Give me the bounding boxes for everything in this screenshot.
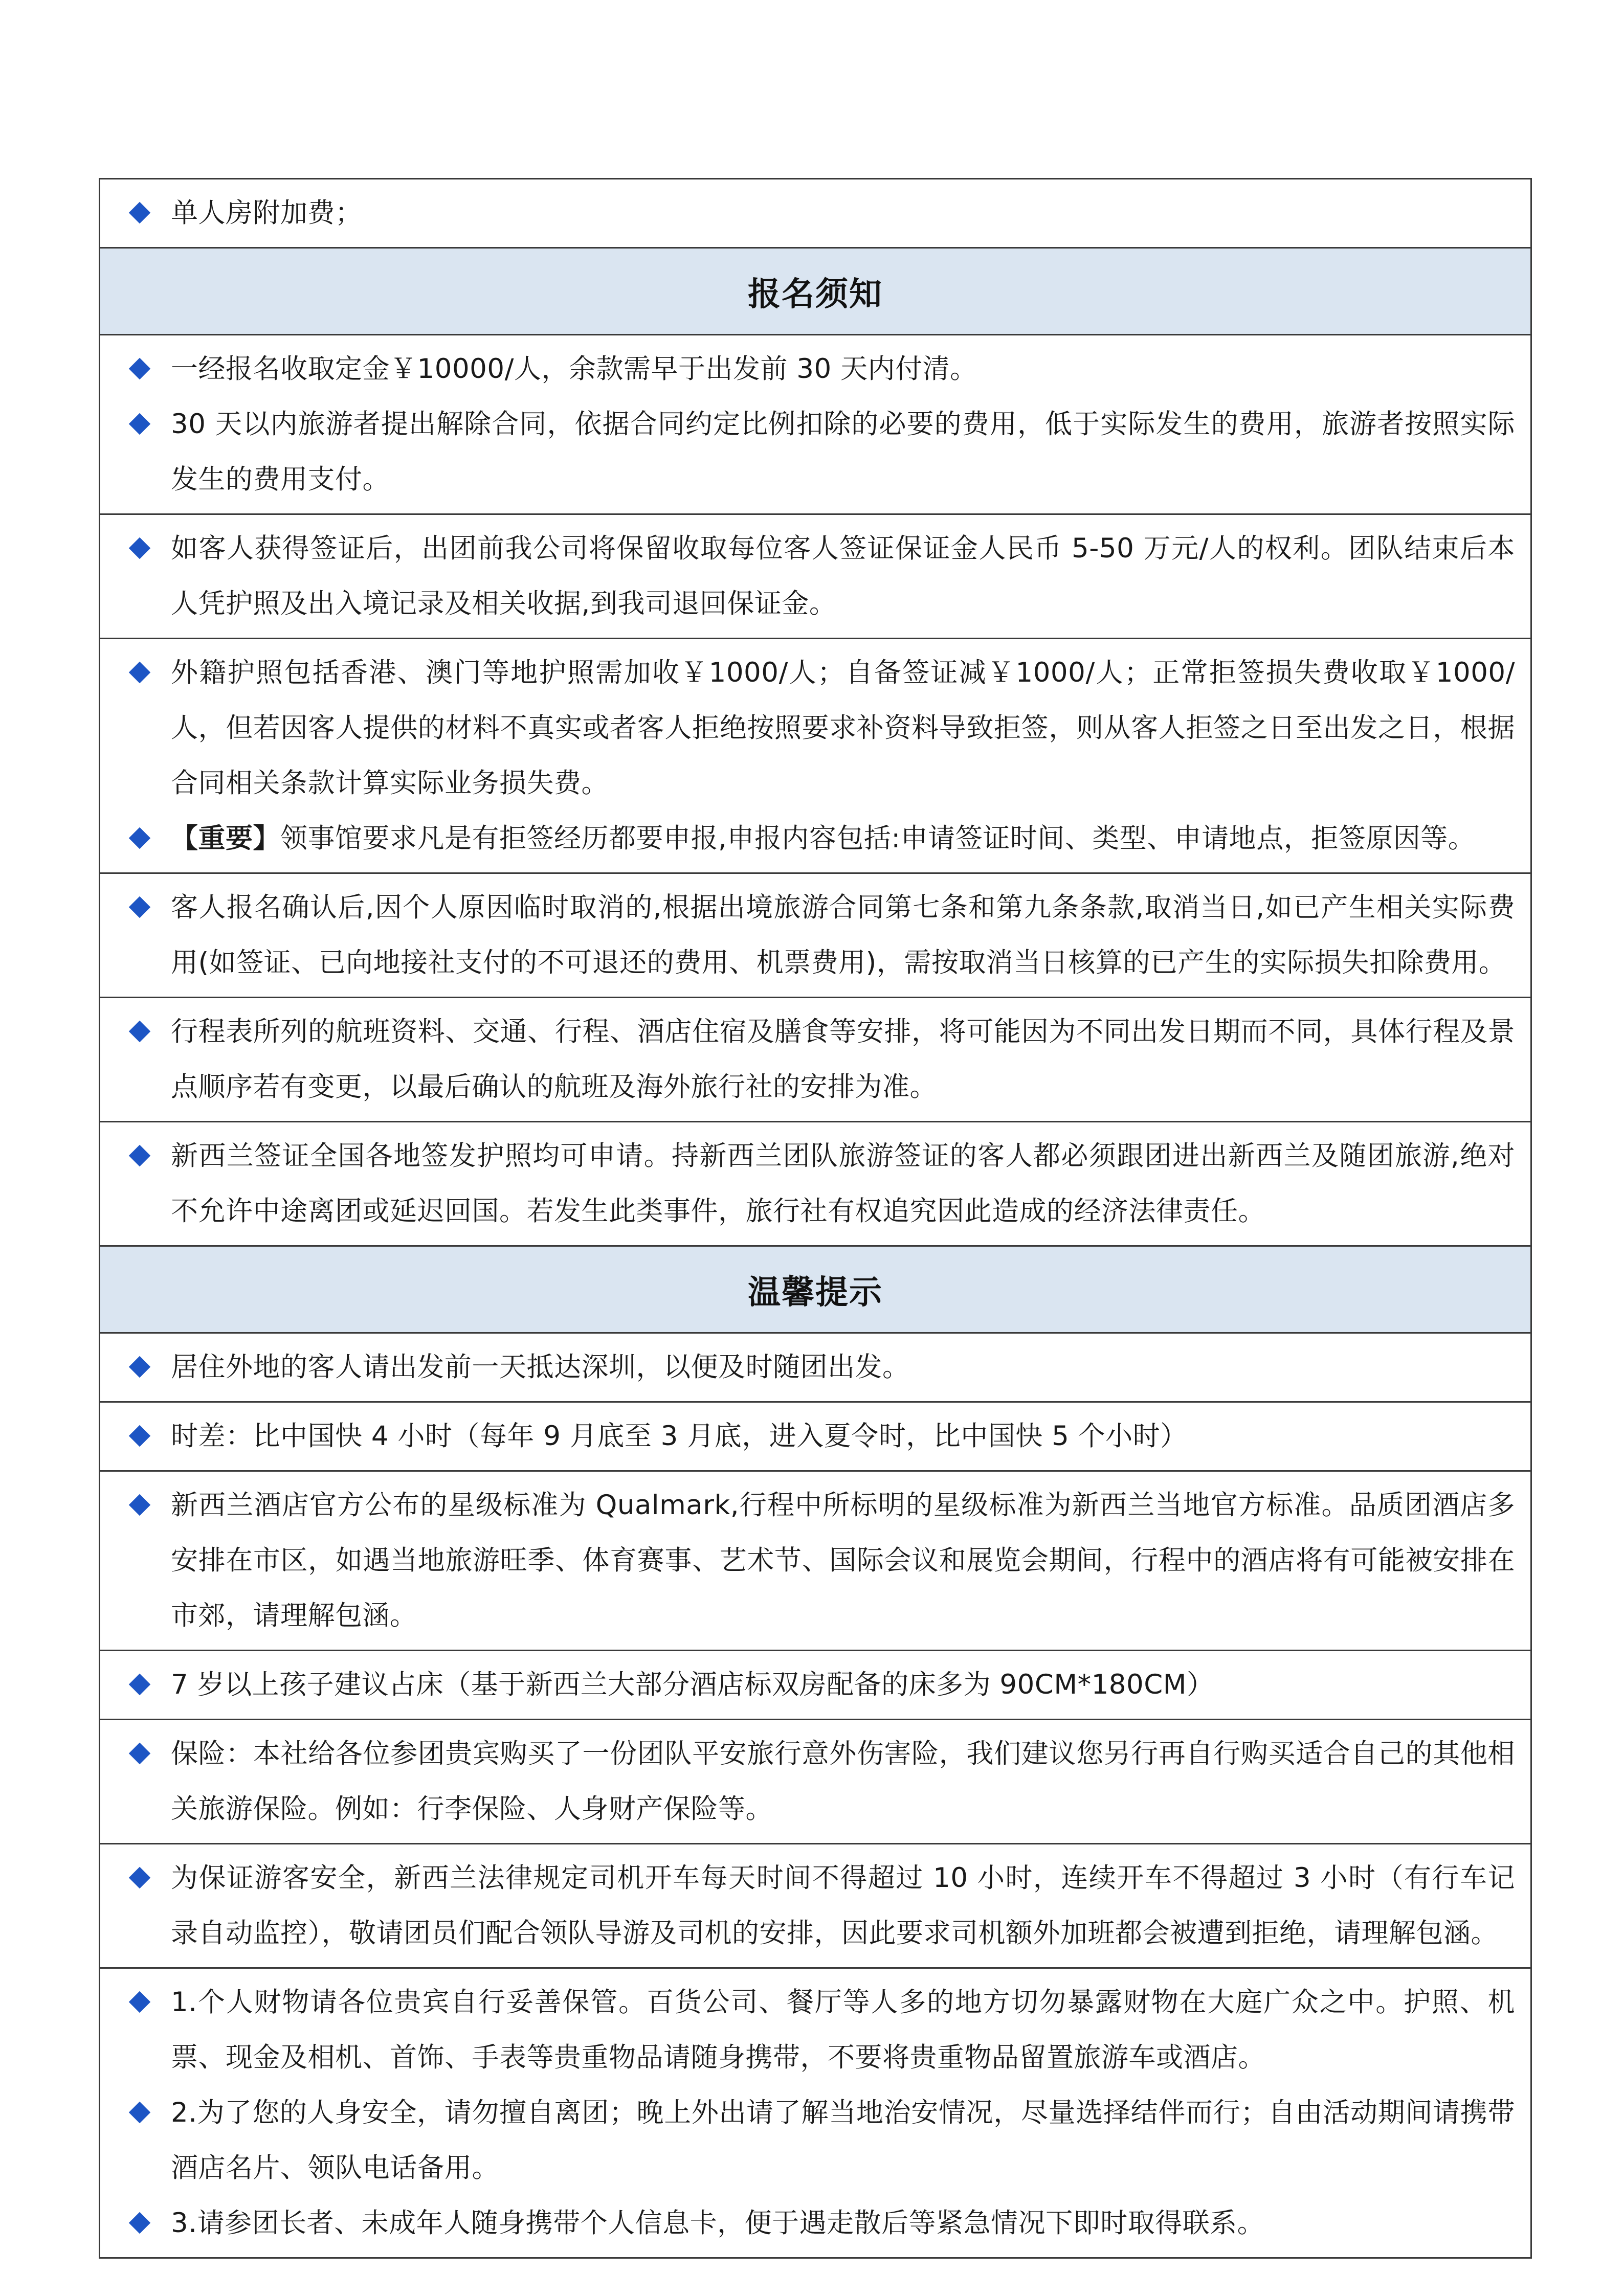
item-body: 新西兰签证全国各地签发护照均可申请。持新西兰团队旅游签证的客人都必须跟团进出新西兰及随团旅游,绝对不允许中途离团或延迟回国。若发生此类事件，旅行社有权追究因此造成的经济法律责任。 <box>171 1140 1515 1227</box>
diamond-bullet-icon <box>122 880 163 935</box>
notice-row <box>100 1967 1530 2257</box>
diamond-bullet-icon <box>122 2085 163 2141</box>
notice-table <box>99 178 1532 2259</box>
notice-row <box>100 1332 1530 1401</box>
notice-row <box>100 997 1530 1121</box>
item-body: 7 岁以上孩子建议占床（基于新西兰大部分酒店标双房配备的床多为 90CM*180CM） <box>171 1669 1214 1700</box>
list-item <box>122 521 1515 632</box>
item-body: 如客人获得签证后，出团前我公司将保留收取每位客人签证保证金人民币 5-50 万元/人的权利。团队结束后本人凭护照及出入境记录及相关收据,到我司退回保证金。 <box>171 533 1515 619</box>
item-body: 新西兰酒店官方公布的星级标准为 Qualmark,行程中所标明的星级标准为新西兰当地官方标准。品质团酒店多安排在市区，如遇当地旅游旺季、体育赛事、艺术节、国际会议和展览会期间，行程中的酒店将有可能被安排在市郊，请理解包涵。 <box>171 1490 1515 1631</box>
list-item <box>122 1657 1515 1713</box>
item-text <box>163 1129 1515 1239</box>
item-body: 30 天以内旅游者提出解除合同，依据合同约定比例扣除的必要的费用，低于实际发生的费用，旅游者按照实际发生的费用支付。 <box>171 409 1515 495</box>
item-text <box>163 2085 1515 2196</box>
notice-row <box>100 872 1530 997</box>
important-label: 【重要】 <box>171 823 280 854</box>
diamond-bullet-icon <box>122 811 163 866</box>
notice-row <box>100 1470 1530 1650</box>
list-item <box>122 1409 1515 1464</box>
item-text <box>163 1478 1515 1644</box>
notice-row <box>100 638 1530 872</box>
notice-row <box>100 1401 1530 1470</box>
list-item <box>122 397 1515 507</box>
item-text <box>163 880 1515 991</box>
notice-row <box>100 179 1530 247</box>
item-body: 为保证游客安全，新西兰法律规定司机开车每天时间不得超过 10 小时，连续开车不得超过 3 小时（有行车记录自动监控），敬请团员们配合领队导游及司机的安排，因此要求司机额外加班都会被遭到拒绝，请理解包涵。 <box>171 1862 1515 1949</box>
item-body: 客人报名确认后,因个人原因临时取消的,根据出境旅游合同第七条和第九条条款,取消当日,如已产生相关实际费用(如签证、已向地接社支付的不可退还的费用、机票费用)，需按取消当日核算的已产生的实际损失扣除费用。 <box>171 892 1515 978</box>
diamond-bullet-icon <box>122 1129 163 1184</box>
diamond-bullet-icon <box>122 1851 163 1906</box>
item-body: 领事馆要求凡是有拒签经历都要申报,申报内容包括:申请签证时间、类型、申请地点，拒签原因等。 <box>280 823 1476 854</box>
notice-row <box>100 1843 1530 1967</box>
item-body: 2.为了您的人身安全，请勿擅自离团；晚上外出请了解当地治安情况，尽量选择结伴而行；自由活动期间请携带酒店名片、领队电话备用。 <box>171 2097 1515 2184</box>
list-item <box>122 186 1515 241</box>
diamond-bullet-icon <box>122 1726 163 1782</box>
diamond-bullet-icon <box>122 186 163 241</box>
item-text <box>163 1657 1515 1713</box>
list-item <box>122 811 1515 866</box>
diamond-bullet-icon <box>122 342 163 397</box>
notice-row <box>100 1650 1530 1719</box>
item-text <box>163 397 1515 507</box>
list-item <box>122 1726 1515 1837</box>
item-text <box>163 645 1515 811</box>
item-text <box>163 811 1515 866</box>
section-title: 报名须知 <box>748 275 883 313</box>
notice-row <box>100 1121 1530 1245</box>
notice-row <box>100 334 1530 513</box>
item-text <box>163 1340 1515 1395</box>
section-title: 温馨提示 <box>748 1273 883 1312</box>
item-body: 行程表所列的航班资料、交通、行程、酒店住宿及膳食等安排，将可能因为不同出发日期而不同，具体行程及景点顺序若有变更，以最后确认的航班及海外旅行社的安排为准。 <box>171 1016 1515 1102</box>
diamond-bullet-icon <box>122 521 163 576</box>
item-text <box>163 1004 1515 1115</box>
list-item <box>122 880 1515 991</box>
notice-row <box>100 513 1530 638</box>
item-text <box>163 1726 1515 1837</box>
notice-row <box>100 1719 1530 1843</box>
item-text <box>163 521 1515 632</box>
diamond-bullet-icon <box>122 1975 163 2030</box>
diamond-bullet-icon <box>122 1657 163 1713</box>
item-body: 时差：比中国快 4 小时（每年 9 月底至 3 月底，进入夏令时，比中国快 5 个小时） <box>171 1421 1188 1452</box>
list-item <box>122 645 1515 811</box>
item-body: 保险：本社给各位参团贵宾购买了一份团队平安旅行意外伤害险，我们建议您另行再自行购买适合自己的其他相关旅游保险。例如：行李保险、人身财产保险等。 <box>171 1738 1515 1825</box>
list-item <box>122 1851 1515 1961</box>
item-body: 3.请参团长者、未成年人随身携带个人信息卡，便于遇走散后等紧急情况下即时取得联系。 <box>171 2208 1265 2239</box>
list-item <box>122 2085 1515 2196</box>
item-body: 外籍护照包括香港、澳门等地护照需加收￥1000/人；自备签证减￥1000/人；正常拒签损失费收取￥1000/人，但若因客人提供的材料不真实或者客人拒绝按照要求补资料导致拒签，则从客人拒签之日至出发之日，根据合同相关条款计算实际业务损失费。 <box>171 657 1515 799</box>
list-item <box>122 1129 1515 1239</box>
diamond-bullet-icon <box>122 1478 163 1533</box>
item-body: 1.个人财物请各位贵宾自行妥善保管。百货公司、餐厅等人多的地方切勿暴露财物在大庭广众之中。护照、机票、现金及相机、首饰、手表等贵重物品请随身携带，不要将贵重物品留置旅游车或酒店。 <box>171 1987 1515 2073</box>
item-body: 单人房附加费； <box>171 197 363 229</box>
list-item <box>122 342 1515 397</box>
list-item <box>122 1340 1515 1395</box>
item-text <box>163 186 1515 241</box>
section-header <box>100 1245 1530 1332</box>
item-body: 一经报名收取定金￥10000/人，余款需早于出发前 30 天内付清。 <box>171 353 977 385</box>
list-item <box>122 1478 1515 1644</box>
section-header <box>100 247 1530 334</box>
diamond-bullet-icon <box>122 2196 163 2251</box>
list-item <box>122 1975 1515 2085</box>
diamond-bullet-icon <box>122 645 163 701</box>
item-text <box>163 1409 1515 1464</box>
diamond-bullet-icon <box>122 1340 163 1395</box>
diamond-bullet-icon <box>122 1004 163 1060</box>
item-text <box>163 1975 1515 2085</box>
diamond-bullet-icon <box>122 1409 163 1464</box>
diamond-bullet-icon <box>122 397 163 452</box>
list-item <box>122 2196 1515 2251</box>
item-text <box>163 342 1515 397</box>
item-text <box>163 1851 1515 1961</box>
item-body: 居住外地的客人请出发前一天抵达深圳，以便及时随团出发。 <box>171 1352 910 1383</box>
list-item <box>122 1004 1515 1115</box>
item-text <box>163 2196 1515 2251</box>
